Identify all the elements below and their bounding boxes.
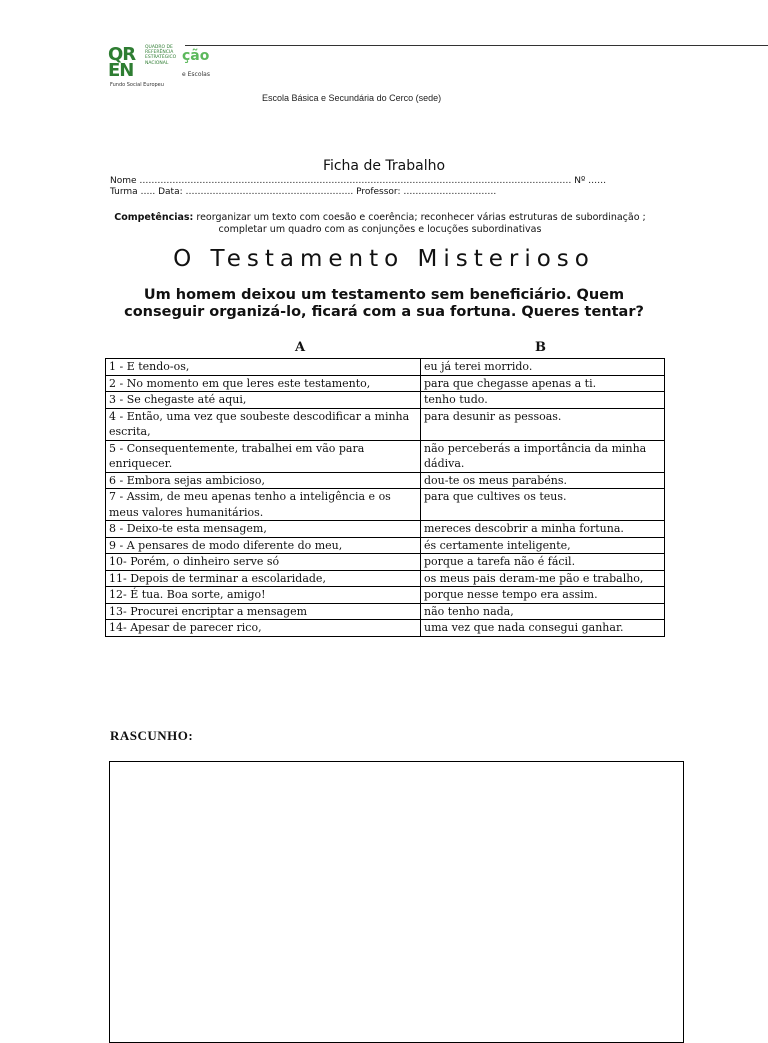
logo-caption: QUADRO DE REFERÊNCIA ESTRATÉGICO NACIONAL: [145, 45, 177, 66]
cell-a: 7 - Assim, de meu apenas tenho a inteligência e os meus valores humanitários.: [106, 489, 421, 521]
column-a-heading: A: [295, 340, 306, 355]
school-name: Escola Básica e Secundária do Cerco (sede): [262, 93, 442, 103]
cell-a: 5 - Consequentemente, trabalhei em vão para enriquecer.: [106, 440, 421, 472]
table-row: [106, 603, 665, 620]
cell-b: porque nesse tempo era assim.: [421, 587, 665, 604]
cell-b: para que chegasse apenas a ti.: [421, 375, 665, 392]
logo-program-sub: e Escolas: [182, 71, 210, 78]
cell-b: dou-te os meus parabéns.: [421, 472, 665, 489]
logo-program: ção: [182, 48, 210, 64]
logo-letters-bottom: EN: [108, 60, 134, 81]
cell-b: não perceberás a importância da minha dádiva.: [421, 440, 665, 472]
cell-a: 3 - Se chegaste até aqui,: [106, 392, 421, 409]
intro-text: Um homem deixou um testamento sem beneficiário. Quem conseguir organizá-lo, ficará com a sua fortuna. Queres tentar?: [124, 287, 644, 320]
cell-a: 14- Apesar de parecer rico,: [106, 620, 421, 637]
logo-fse: Fundo Social Europeu: [110, 82, 164, 88]
cell-b: eu já terei morrido.: [421, 359, 665, 376]
competencias-text: reorganizar um texto com coesão e coerência; reconhecer várias estruturas de subordinação ; completar um quadro com as conjunções e locuções subordinativas: [193, 212, 646, 235]
cell-b: para desunir as pessoas.: [421, 408, 665, 440]
table-row: [106, 620, 665, 637]
competencias-label: Competências:: [114, 212, 194, 223]
cell-a: 9 - A pensares de modo diferente do meu,: [106, 537, 421, 554]
table-row: [106, 521, 665, 538]
draft-box: [109, 761, 684, 1043]
main-title: O Testamento Misterioso: [173, 246, 595, 272]
cell-a: 12- É tua. Boa sorte, amigo!: [106, 587, 421, 604]
cell-a: 2 - No momento em que leres este testamento,: [106, 375, 421, 392]
table-row: [106, 537, 665, 554]
qren-logo-letters: [108, 44, 148, 81]
cell-b: uma vez que nada consegui ganhar.: [421, 620, 665, 637]
table-row: [106, 408, 665, 440]
cell-b: mereces descobrir a minha fortuna.: [421, 521, 665, 538]
table-row: [106, 472, 665, 489]
cell-a: 1 - E tendo-os,: [106, 359, 421, 376]
cell-b: os meus pais deram-me pão e trabalho,: [421, 570, 665, 587]
cell-a: 6 - Embora sejas ambicioso,: [106, 472, 421, 489]
table-row: [106, 375, 665, 392]
table-row: [106, 554, 665, 571]
cell-a: 4 - Então, uma vez que soubeste descodificar a minha escrita,: [106, 408, 421, 440]
class-date-teacher-line: Turma ….. Data: ……………………………………………….. Professor: ………………………….: [110, 187, 497, 197]
table-row: [106, 440, 665, 472]
table-row: [106, 489, 665, 521]
name-number-line: Nome ……………………………………………………………………………………………………………………………… Nº ……: [110, 176, 607, 186]
table-row: [106, 392, 665, 409]
testament-table: [105, 358, 665, 637]
table-row: [106, 359, 665, 376]
competencias: [110, 212, 650, 236]
cell-a: 8 - Deixo-te esta mensagem,: [106, 521, 421, 538]
qren-logo: [108, 42, 268, 92]
worksheet-title: Ficha de Trabalho: [322, 158, 446, 174]
cell-b: porque a tarefa não é fácil.: [421, 554, 665, 571]
draft-label: RASCUNHO:: [110, 728, 194, 743]
logo-letters-top: QR: [108, 44, 136, 65]
cell-b: tenho tudo.: [421, 392, 665, 409]
table-row: [106, 587, 665, 604]
cell-a: 11- Depois de terminar a escolaridade,: [106, 570, 421, 587]
cell-b: não tenho nada,: [421, 603, 665, 620]
cell-a: 13- Procurei encriptar a mensagem: [106, 603, 421, 620]
table-row: [106, 570, 665, 587]
cell-b: és certamente inteligente,: [421, 537, 665, 554]
cell-a: 10- Porém, o dinheiro serve só: [106, 554, 421, 571]
column-b-heading: B: [535, 340, 546, 355]
cell-b: para que cultives os teus.: [421, 489, 665, 521]
